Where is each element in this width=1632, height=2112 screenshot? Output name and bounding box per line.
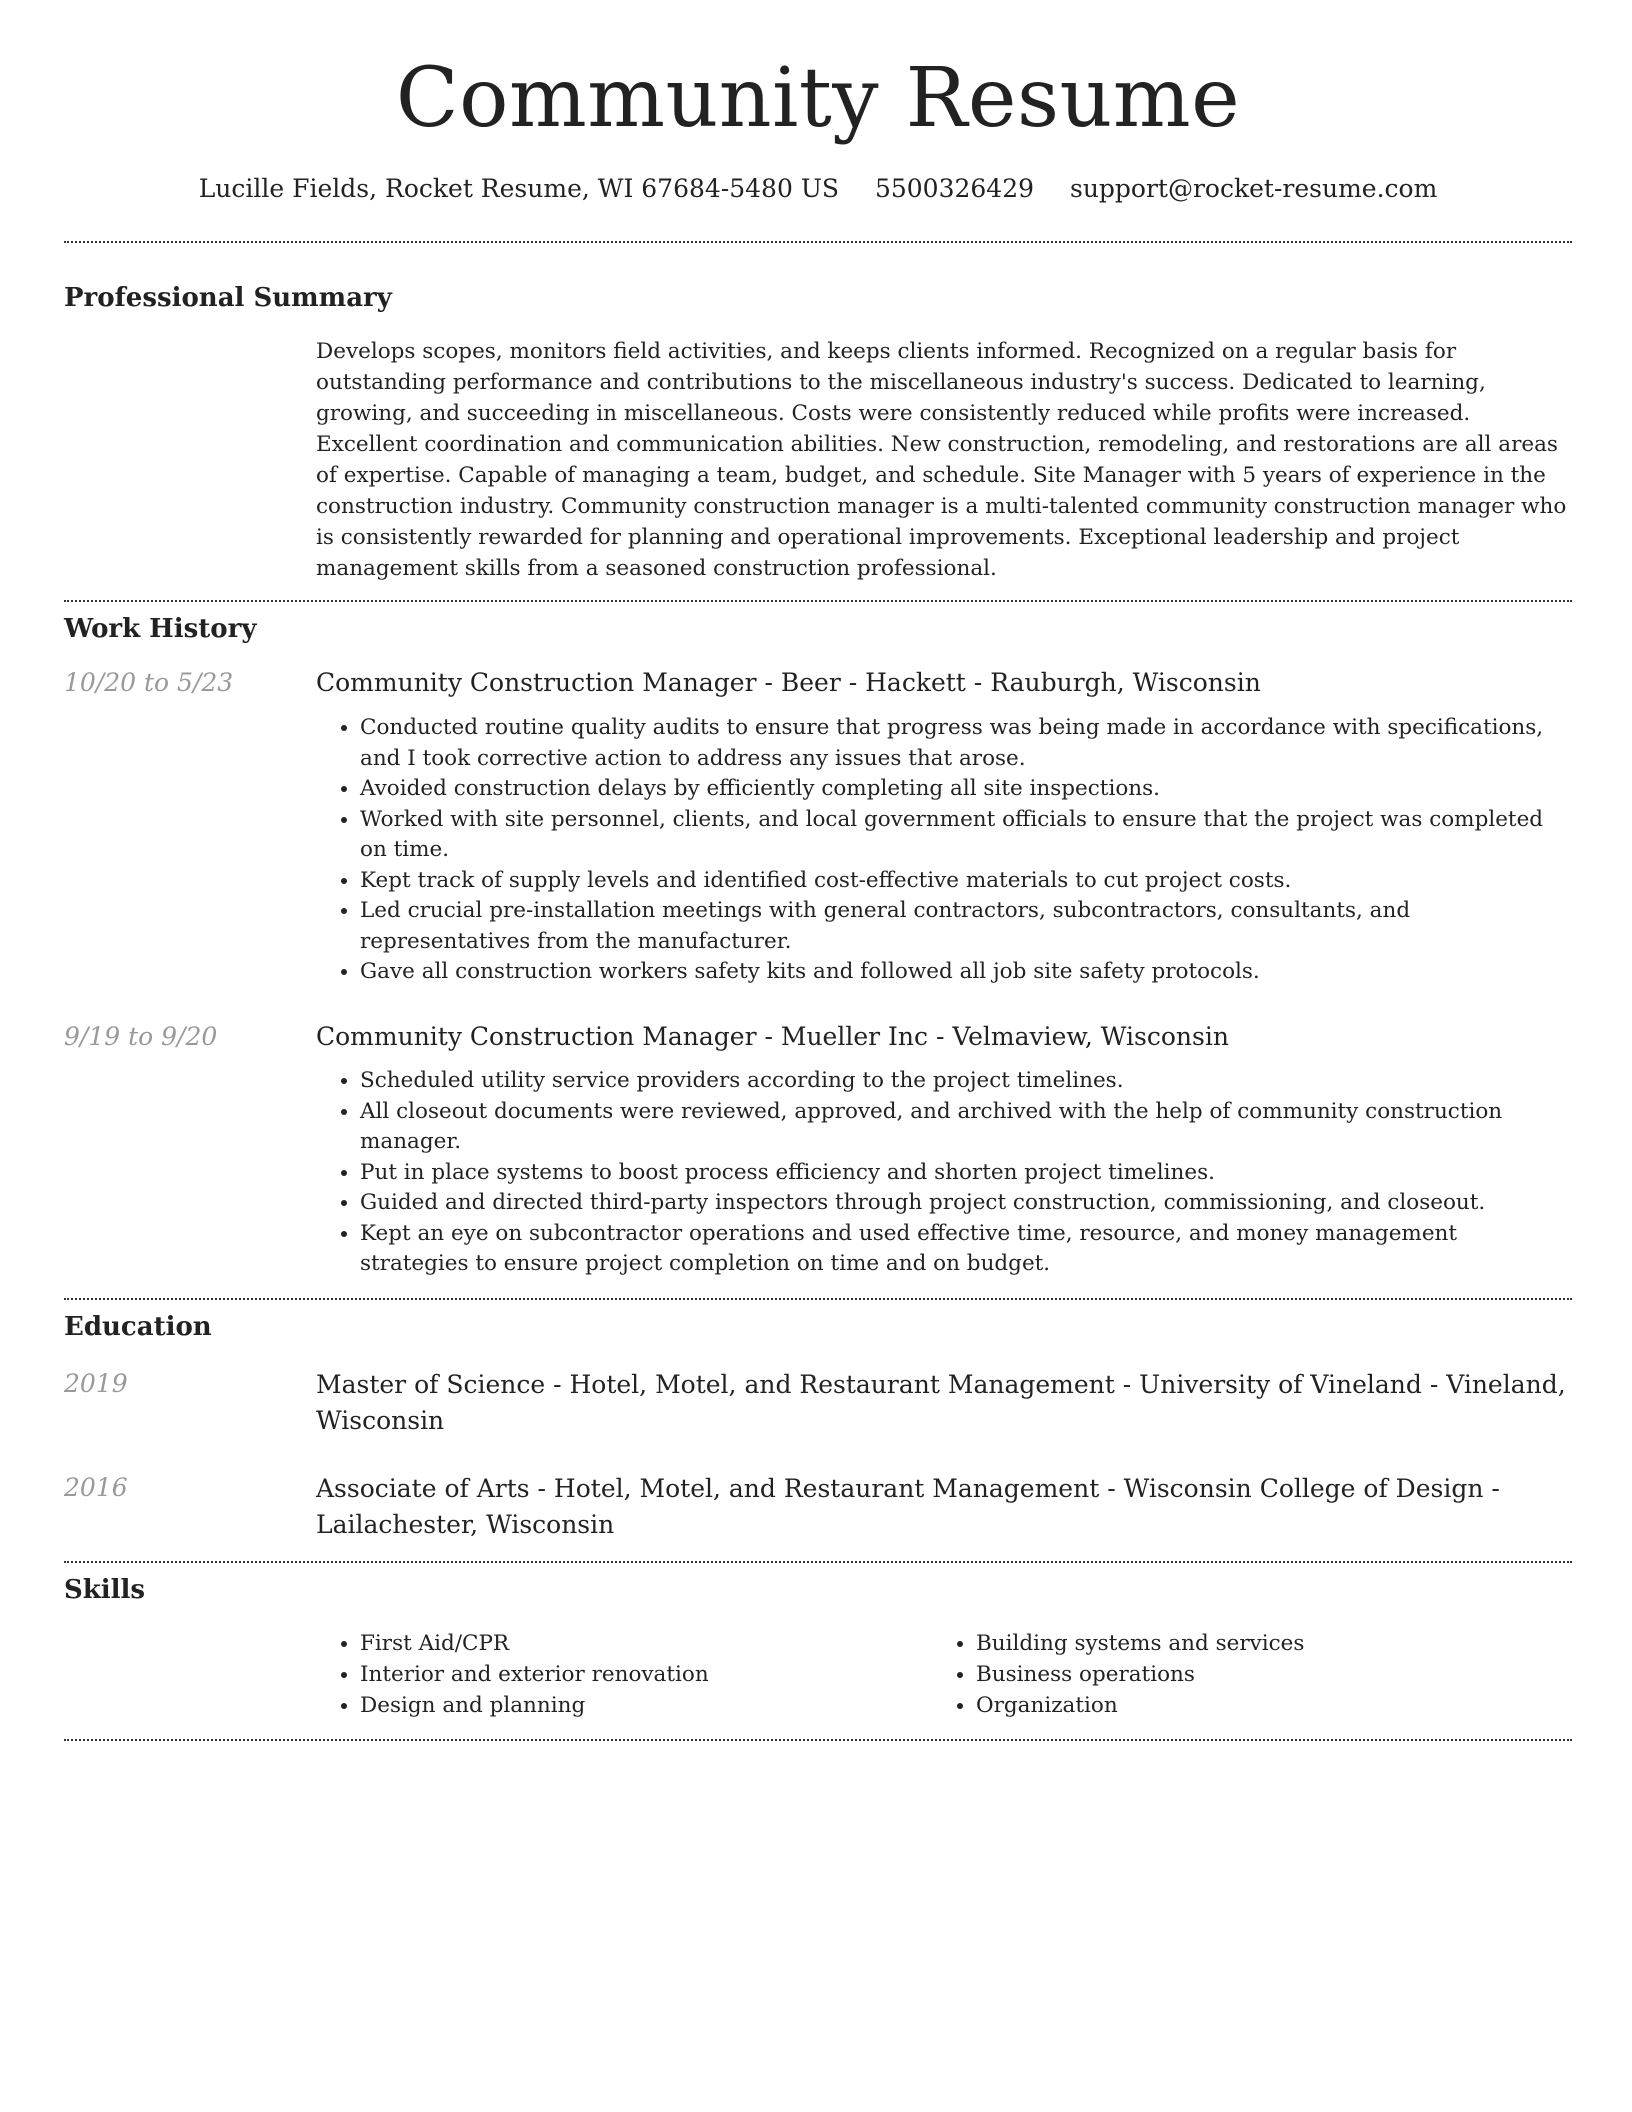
list-item: • Gave all construction workers safety kits and followed all job site safety protocols.	[360, 957, 1572, 988]
resume-page	[64, 0, 1572, 1741]
summary-spacer	[64, 336, 316, 584]
list-item: • Avoided construction delays by efficiently completing all site inspections.	[360, 774, 1572, 805]
list-item: • Design and planning	[360, 1690, 932, 1721]
list-item: • Organization	[976, 1690, 1532, 1721]
list-item: • Kept an eye on subcontractor operations and used effective time, resource, and money management strategies to ensure project completion on time and on budget.	[360, 1219, 1572, 1280]
list-item: • Conducted routine quality audits to ensure that progress was being made in accordance with specifications, and I took corrective action to address any issues that arose.	[360, 713, 1572, 774]
job-bullets	[316, 713, 1572, 988]
job-dates: 9/19 to 9/20	[64, 1021, 218, 1051]
education-section	[64, 1312, 1572, 1543]
list-item: • First Aid/CPR	[360, 1628, 932, 1659]
divider	[64, 241, 1572, 243]
section-heading-education: Education	[64, 1311, 212, 1342]
contact-address: Lucille Fields, Rocket Resume, WI 67684-5480 US	[198, 174, 840, 203]
divider	[64, 600, 1572, 602]
skills-spacer	[64, 1628, 316, 1721]
job-title: Community Construction Manager - Beer - Hackett - Rauburgh, Wisconsin	[316, 668, 1261, 698]
divider	[64, 1298, 1572, 1300]
contact-line	[64, 174, 1572, 204]
job-title: Community Construction Manager - Mueller Inc - Velmaview, Wisconsin	[316, 1021, 1229, 1051]
summary-text: Develops scopes, monitors field activities, and keeps clients informed. Recognized on a regular basis for outstanding performance and contributions to the miscellaneous industry's success. Dedicated to learning, growing, and succeeding in miscellaneous. Costs were consistently reduced while profits were increased. Excellent coordination and communication abilities. New construction, remodeling, and restorations are all areas of expertise. Capable of managing a team, budget, and schedule. Site Manager with 5 years of experience in the construction industry. Community construction manager is a multi-talented community construction manager who is consistently rewarded for planning and operational improvements. Exceptional leadership and project management skills from a seasoned construction professional.	[316, 339, 1567, 582]
skills-grid	[316, 1628, 1572, 1721]
job-entry	[64, 666, 1572, 987]
list-item: • Worked with site personnel, clients, and local government officials to ensure that the project was completed on time.	[360, 805, 1572, 866]
list-item: • Guided and directed third-party inspectors through project construction, commissioning, and closeout.	[360, 1188, 1572, 1219]
summary-section	[64, 283, 1572, 584]
education-entry	[64, 1367, 1572, 1439]
contact-email: support@rocket-resume.com	[1069, 174, 1438, 203]
list-item: • Building systems and services	[976, 1628, 1532, 1659]
list-item: • Interior and exterior renovation	[360, 1659, 932, 1690]
education-entry	[64, 1471, 1572, 1543]
resume-title: Community Resume	[395, 51, 1241, 146]
section-heading-skills: Skills	[64, 1575, 146, 1606]
education-year: 2016	[64, 1473, 128, 1503]
list-item: • Scheduled utility service providers according to the project timelines.	[360, 1066, 1572, 1097]
job-bullets	[316, 1066, 1572, 1280]
work-section	[64, 614, 1572, 1280]
skills-section	[64, 1575, 1572, 1721]
education-title: Master of Science - Hotel, Motel, and Restaurant Management - University of Vineland - Vineland, Wisconsin	[316, 1370, 1566, 1436]
section-heading-work: Work History	[64, 614, 257, 645]
list-item: • Put in place systems to boost process efficiency and shorten project timelines.	[360, 1158, 1572, 1189]
list-item: • All closeout documents were reviewed, approved, and archived with the help of community construction manager.	[360, 1097, 1572, 1158]
list-item: • Kept track of supply levels and identified cost-effective materials to cut project costs.	[360, 866, 1572, 897]
skills-list-right	[932, 1628, 1532, 1721]
divider	[64, 1561, 1572, 1563]
education-title: Associate of Arts - Hotel, Motel, and Restaurant Management - Wisconsin College of Design - Lailachester, Wisconsin	[316, 1474, 1500, 1540]
skills-list-left	[316, 1628, 932, 1721]
job-entry	[64, 1020, 1572, 1280]
education-year: 2019	[64, 1369, 128, 1399]
divider	[64, 1739, 1572, 1741]
job-dates: 10/20 to 5/23	[64, 668, 234, 698]
list-item: • Led crucial pre-installation meetings with general contractors, subcontractors, consultants, and representatives from the manufacturer.	[360, 896, 1572, 957]
section-heading-summary: Professional Summary	[64, 283, 392, 313]
list-item: • Business operations	[976, 1659, 1532, 1690]
contact-phone: 5500326429	[874, 174, 1035, 203]
